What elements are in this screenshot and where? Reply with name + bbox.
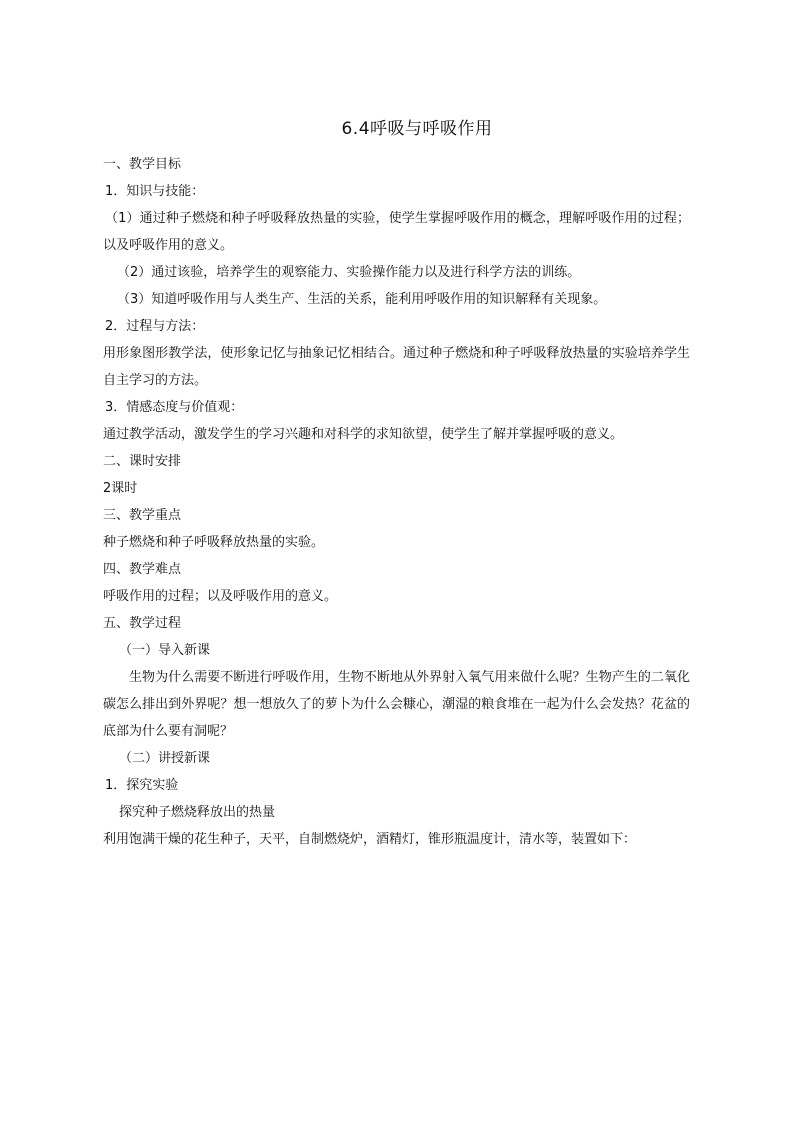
paragraph-objective-1 bbox=[103, 205, 690, 259]
paragraph-schedule: 2课时 bbox=[103, 481, 138, 496]
section-heading-schedule: 二、课时安排 bbox=[103, 454, 182, 469]
document-body bbox=[103, 151, 690, 853]
paragraph-objective-2: （2）通过该验，培养学生的观察能力、实验操作能力以及进行科学方法的训练。 bbox=[117, 265, 581, 280]
section-heading-difficulties: 四、教学难点 bbox=[103, 562, 182, 577]
section-heading-objectives: 一、教学目标 bbox=[103, 157, 182, 172]
paragraph-introduction-text: 生物为什么需要不断进行呼吸作用，生物不断地从外界射入氧气用来做什么呢？生物产生的二氧化碳怎么排出到外界呢？想一想放久了的萝卜为什么会糠心，潮湿的粮食堆在一起为什么会发热？花盆的底部为什么要有洞呢？ bbox=[103, 670, 690, 739]
subheading-knowledge-skills: 1．知识与技能： bbox=[105, 184, 205, 199]
paragraph-difficulties: 呼吸作用的过程；以及呼吸作用的意义。 bbox=[103, 589, 338, 604]
section-heading-key-points: 三、教学重点 bbox=[103, 508, 182, 523]
paragraph-introduction bbox=[103, 664, 690, 745]
paragraph-key-points: 种子燃烧和种子呼吸释放热量的实验。 bbox=[103, 535, 325, 550]
paragraph-process-method: 用形象图形教学法，使形象记忆与抽象记忆相结合。通过种子燃烧和种子呼吸释放热量的实验培养学生自主学习的方法。 bbox=[103, 346, 690, 388]
paragraph-experiment-materials: 利用饱满干燥的花生种子，天平，自制燃烧炉，酒精灯，锥形瓶温度计，清水等，装置如下： bbox=[103, 832, 637, 847]
paragraph-experiment-title: 探究种子燃烧释放出的热量 bbox=[119, 805, 276, 820]
paragraph-attitude-values: 通过教学活动，激发学生的学习兴趣和对科学的求知欲望，使学生了解并掌握呼吸的意义。 bbox=[103, 427, 624, 442]
page-title: 6.4呼吸与呼吸作用 bbox=[341, 119, 493, 139]
paragraph-objective-1-text: （1）通过种子燃烧和种子呼吸释放热量的实验，使学生掌握呼吸作用的概念，理解呼吸作用的过程；以及呼吸作用的意义。 bbox=[103, 211, 690, 253]
subheading-attitude-values: 3．情感态度与价值观： bbox=[105, 400, 244, 415]
subheading-experiment: 1．探究实验 bbox=[105, 778, 179, 793]
paragraph-objective-3: （3）知道呼吸作用与人类生产、生活的关系，能利用呼吸作用的知识解释有关现象。 bbox=[117, 292, 607, 307]
subheading-process-method: 2．过程与方法： bbox=[105, 319, 205, 334]
subheading-new-lesson: （二）讲授新课 bbox=[119, 751, 211, 766]
section-heading-process: 五、教学过程 bbox=[103, 616, 182, 631]
subheading-introduction: （一）导入新课 bbox=[119, 643, 211, 658]
